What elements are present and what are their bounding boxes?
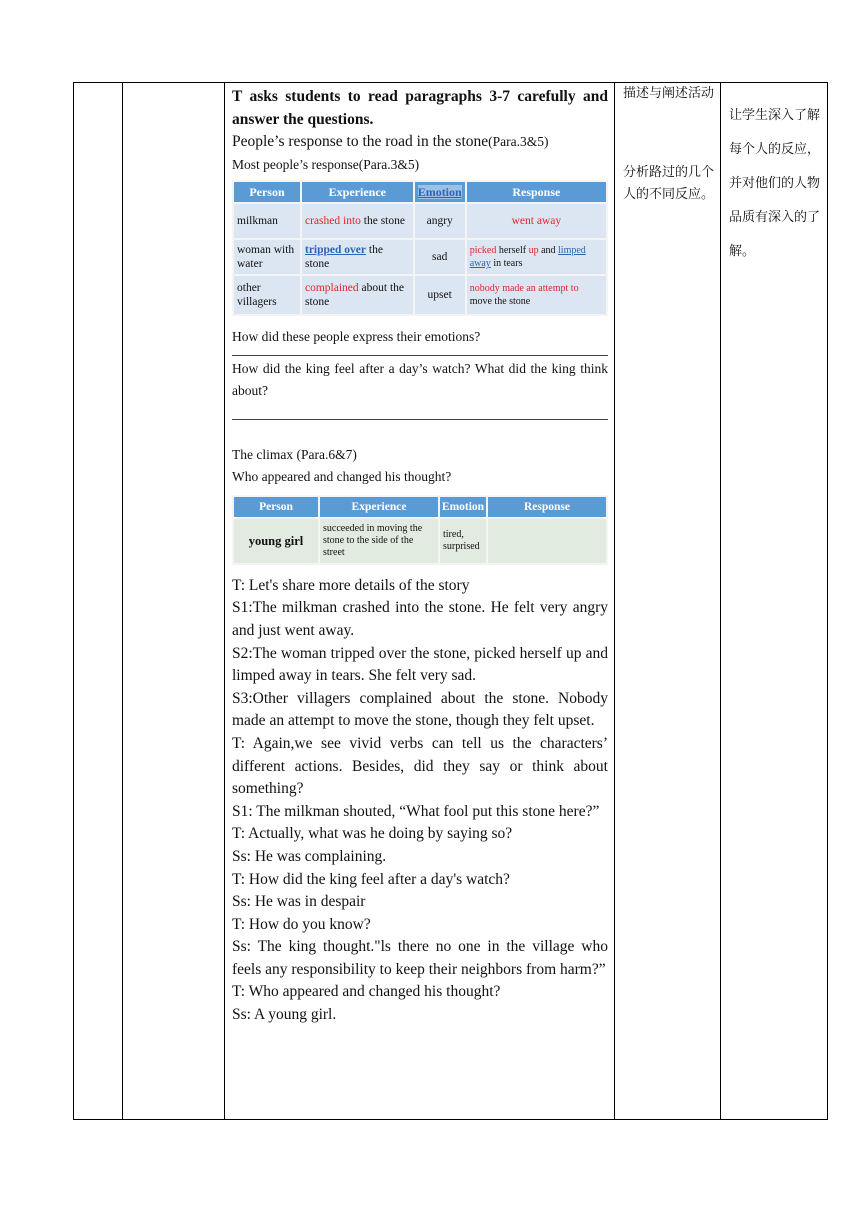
dialogue-line: Ss: The king thought."ls there no one in the village who feels any responsibility to keep their neighbors from harm?” [232, 938, 608, 978]
th-person: Person [234, 182, 300, 202]
cell-person: other villagers [234, 276, 300, 314]
climax-heading: The climax (Para.6&7) [232, 446, 357, 462]
question-girl: Who appeared and changed his thought? [232, 469, 452, 485]
response-title-main: People’s response to the road in the stone [232, 133, 489, 151]
resp-c: up [528, 245, 539, 257]
resp-b: herself [496, 245, 529, 257]
dialogue-line: Ss: He was in despair [232, 893, 366, 911]
most-people-heading: Most people’s response(Para.3&5) [232, 156, 420, 172]
response-table [232, 180, 608, 316]
dialogue-line: S1: The milkman shouted, “What fool put this stone here?” [232, 802, 600, 820]
girl-table [232, 495, 608, 565]
cell-person: woman with water [234, 240, 300, 274]
dialogue-line: T: Let's share more details of the story [232, 576, 470, 594]
question-king: How did the king feel after a day’s watch? What did the king think about? [232, 360, 608, 399]
table-row [234, 204, 606, 238]
cell-experience [302, 276, 413, 314]
exp-rest: the stone [305, 244, 383, 271]
cell-experience [302, 204, 413, 238]
dialogue-line: S1:The milkman crashed into the stone. He felt very angry and just went away. [232, 599, 608, 639]
cell-person: young girl [234, 519, 318, 563]
exp-rest: the stone [360, 215, 405, 228]
th-response: Response [467, 182, 606, 202]
exp-verb: crashed into [305, 215, 361, 228]
resp-d: and [538, 245, 559, 257]
cell-emotion: tired, surprised [440, 519, 486, 563]
teaching-procedure-cell [225, 83, 615, 1120]
empty-cell-stage [123, 83, 225, 1120]
resp-a: nobody made an attempt to [469, 283, 579, 295]
th-experience: Experience [320, 497, 438, 517]
activity-cell [615, 83, 721, 1120]
th-emotion [415, 182, 465, 202]
resp-f: in tears [490, 258, 523, 270]
question-emotions: How did these people express their emotions? [232, 329, 481, 345]
resp-text: went away [511, 215, 562, 228]
cell-response [467, 276, 606, 314]
th-emotion-label: Emotion [417, 184, 462, 199]
dialogue-line: Ss: A young girl. [232, 1006, 337, 1024]
exp-rest: about the stone [305, 282, 405, 309]
table-row [234, 276, 606, 314]
cell-experience [302, 240, 413, 274]
activity-type: 描述与阐述活动 [623, 86, 715, 101]
response-title-para: (Para.3&5) [488, 134, 549, 150]
dialogue-line: T: Actually, what was he doing by saying so? [232, 825, 513, 843]
instruction-text: T asks students to read paragraphs 3-7 carefully and answer the questions. [232, 88, 608, 128]
table-row [234, 519, 606, 563]
table-row [234, 240, 606, 274]
dialogue-line: T: Who appeared and changed his thought? [232, 983, 501, 1001]
cell-emotion: sad [415, 240, 465, 274]
resp-b: move the stone [469, 296, 531, 308]
dialogue-line: T: How did the king feel after a day's watch? [232, 870, 510, 888]
resp-a: picked [469, 245, 497, 257]
cell-response [488, 519, 606, 563]
dialogue-line: S2:The woman tripped over the stone, picked herself up and limped away in tears. She felt very sad. [232, 644, 608, 685]
resp-e: limped away [469, 245, 586, 270]
lesson-plan-table [73, 82, 828, 1120]
purpose-text: 让学生深入了解每个人的反应，并对他们的人物品质有深入的了解。 [729, 108, 821, 259]
cell-response [467, 240, 606, 274]
activity-description: 分析路过的几个人的不同反应。 [623, 165, 715, 202]
exp-verb: complained [305, 282, 359, 295]
dialogue-line: T: How do you know? [232, 915, 371, 933]
cell-response [467, 204, 606, 238]
empty-cell-step [74, 83, 123, 1120]
dialogue-line: S3:Other villagers complained about the stone. Nobody made an attempt to move the stone, though they felt upset. [232, 689, 608, 730]
th-response: Response [488, 497, 606, 517]
dialogue-line: T: Again,we see vivid verbs can tell us the characters’ different actions. Besides, did they say or think about something? [232, 734, 608, 798]
cell-experience: succeeded in moving the stone to the side of the street [320, 519, 438, 563]
response-title [232, 131, 608, 154]
purpose-cell [721, 83, 828, 1120]
th-experience: Experience [302, 182, 413, 202]
cell-person: milkman [234, 204, 300, 238]
th-person: Person [234, 497, 318, 517]
exp-verb: tripped over [305, 244, 367, 257]
cell-emotion: upset [415, 276, 465, 314]
dialogue-line: Ss: He was complaining. [232, 847, 387, 865]
cell-emotion: angry [415, 204, 465, 238]
th-emotion: Emotion [440, 497, 486, 517]
